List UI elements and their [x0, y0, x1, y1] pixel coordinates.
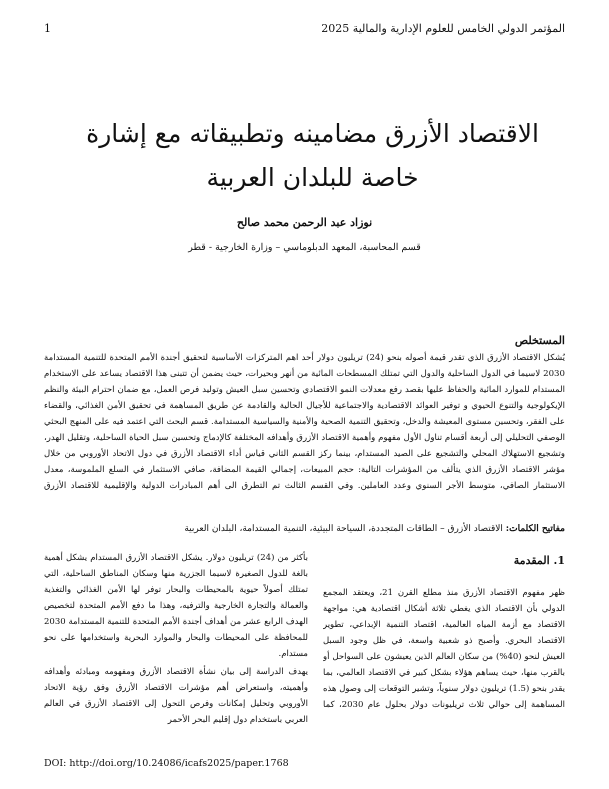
intro-left-paragraph-2: يهدف الدراسة إلى بيان نشأة الاقتصاد الأزرق ومفهومه ومبادئه وأهدافه وأهميته، واستعراض أهم مؤشرات الاقتصاد الأزرق وفق رؤية الاتحاد الأوروبي وتحليل إمكانات وفرص التحول إلى الاقتصاد الأزرق في العالم العربي باستخدام دول إقليم البحر الأحمر: [44, 667, 308, 725]
page-header: [44, 22, 565, 38]
page-number: 1: [44, 22, 51, 35]
intro-left-column: [44, 550, 308, 730]
author-name: نوزاد عبد الرحمن محمد صالح: [236, 216, 373, 229]
abstract-text: يُشكل الاقتصاد الأزرق الذي تقدر قيمة أصوله بنحو (24) تريليون دولار أحد اهم المتركزات الأساسية لتحقيق أجندة الأمم المتحدة للتنمية المستدامة 2030 لاسيما في الدول الساحلية والدول التي تمتلك المسطحات المائية من أنهر وبحيرات، حيث يضمن أن تتبنى هذا الاقتصاد يساعد على الاستخدام المستدام للموارد المائية والحفاظ عليها بقصد رفع معدلات النمو الاقتصادي وتحسين سبل العيش وتوليد فرص العمل، مع ضمان احترام البيئة والنظم الإيكولوجية والتنوع الحيوي و توفير العوائد الاقتصادية والاجتماعية للأجيال الحالية والقادمة عن طريق المساهمة في تحقيق الأمن الغذائي، والقضاء على الفقر، وتحسين مستوى المعيشة والدخل، وتحقيق التنمية الصحية والأمنية والسياسية المستدامة. قسم البحث التي اعتمد فيه على المنهج البحثي الوصفي التحليلي إلى أربعة أقسام تناول الأول مفهوم وأهمية الاقتصاد الأزرق وأهدافه المختلفة كالإدماج وتحسين سبل الحياة الساحلية، وتقليل الهدر، وتشجيع الاستهلاك المحلي والتشجيع على الصيد المستدام، بينما ركز القسم الثاني قياس أداء الاقتصاد الأزرق في دول الاتحاد الأوروبي من خلال مؤشر الاقتصاد الأزرق الذي يتألف من المؤشرات التالية: حجم المبيعات، إجمالي القيمة المضافة، صافي الاستثمار في السلع الملموسة، معدل الاستثمار الصافي، متوسط الأجر السنوي وعدد العاملين. وفي القسم الثالث تم التطرق الى أهم المبادرات الدولية والإقليمية للاقتصاد الأزرق: [44, 353, 565, 491]
paper-title: الاقتصاد الأزرق مضامينه وتطبيقاته مع إشارة خاصة للبلدان العربية: [86, 119, 539, 192]
running-head: المؤتمر الدولي الخامس للعلوم الإدارية والمالية 2025: [321, 22, 565, 35]
keywords: [44, 524, 565, 534]
intro-right-column: [323, 554, 565, 713]
intro-right-text: ظهر مفهوم الاقتصاد الأزرق منذ مطلع القرن 21، ويعتقد المجمع الدولي بأن الاقتصاد الذي يغطي ثلاثة أشكال اقتصادية هي: مواجهة الاقتصاد مع أزمة المياه العالمية، اقتصاد التنمية الإبداعي، تطوير الاقتصاد البحري. وأصبح ذو شعبية واسعة، في ظل وجود السبل العيش لنحو (40%) من سكان العالم الذين يعيشون على السواحل أو بالقرب منها، حيث يساهم هؤلاء بشكل كبير في الاقتصاد العالمي، بما يقدر بنحو (1.5) تريليون دولار سنوياً، وتشير التوقعات إلى وصول هذه المساهمة إلى حوالي ثلاث تريليونات دولار بحلول عام 2030، كما: [323, 588, 565, 710]
keywords-text: الاقتصاد الأزرق – الطاقات المتجددة، السياحة البيئية، التنمية المستدامة، البلدان العربية: [184, 524, 503, 534]
abstract-heading: المستخلص: [514, 334, 565, 347]
author-affiliation: قسم المحاسبة، المعهد الدبلوماسي – وزارة الخارجية - قطر: [188, 242, 421, 253]
keywords-label: مفاتيح الكلمات:: [505, 524, 565, 534]
intro-left-paragraph-1: بأكثر من (24) تريليون دولار. يشكل الاقتصاد الأزرق المستدام يشكل أهمية بالغة للدول الصغيرة لاسيما الجزرية منها وسكان المناطق الساحلية، التي تمتلك أصولاً حيوية بالمحيطات والبحار توفر لها الأمن الغذائي والتغذية والعمالة والتجارة الخارجية والترفيه، وهذا ما دفع الأمم المتحدة لتخصيص الهدف الرابع عشر من أهداف أجندة الأمم المتحدة للتنمية المستدامة 2030 للمحافظة على المحيطات والبحار والموارد البحرية واستخدامها على نحو مستدام.: [44, 553, 308, 659]
intro-heading: 1. المقدمة: [513, 554, 565, 567]
doi-link[interactable]: DOI: http://doi.org/10.24086/icafs2025/paper.1768: [44, 758, 289, 769]
